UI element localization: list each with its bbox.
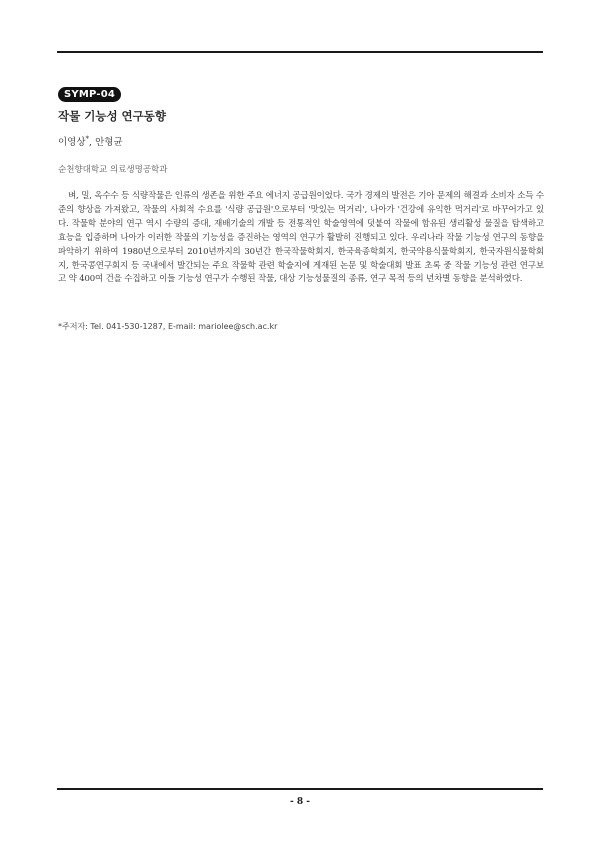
contact-footnote: *주저자: Tel. 041-530-1287, E-mail: mariolee@sch.ac.kr: [58, 322, 278, 331]
author-second: 안형균: [95, 137, 123, 148]
bottom-rule: [57, 788, 543, 790]
abstract-paragraph: 벼, 밀, 옥수수 등 식량작물은 인류의 생존을 위한 주요 에너지 공급원이었다. 국가 경제의 발전은 기아 문제의 해결과 소비자 소득 수준의 향상을 가져왔고, 작물의 사회적 수요를 '식량 공급원'으로부터 '맛있는 먹거리', 나아가 '건강에 유익한 먹거리'로 바꾸어가고 있다. 작물학 분야의 연구 역시 수량의 증대, 재배기술의 개발 등 전통적인 학술영역에 덧붙여 작물에 함유된 생리활성 물질을 탐색하고 효능을 입증하며 나아가 이러한 작물의 기능성을 증진하는 영역의 연구가 활발히 진행되고 있다. 우리나라 작물 기능성 연구의 동향을 파악하기 위하여 1980년으로부터 2010년까지의 30년간 한국작물학회지, 한국육종학회지, 한국약용식물학회지, 한국자원식물학회지, 한국콩연구회지 등 국내에서 발간되는 주요 작물학 관련 학술지에 게재된 논문 및 학술대회 발표 초록 중 작물 기능성 관련 연구보고 약 400여 건을 수집하고 이들 기능성 연구가 수행된 작물, 대상 기능성물질의 종류, 연구 목적 등의 년차별 동향을 분석하였다.: [58, 191, 544, 285]
paper-title: 작물 기능성 연구동향: [58, 109, 166, 123]
session-badge: SYMP-04: [58, 87, 121, 102]
author-line: [58, 134, 123, 148]
page-number: - 8 -: [290, 797, 310, 807]
top-rule: [57, 51, 543, 53]
corresponding-author-mark: *: [85, 135, 90, 143]
author-separator: ,: [89, 137, 93, 148]
author-first: 이영상: [58, 137, 86, 148]
affiliation: 순천향대학교 의료생명공학과: [58, 165, 168, 175]
